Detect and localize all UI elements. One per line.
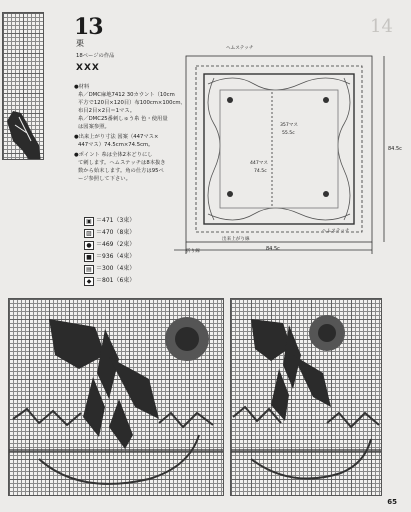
dim-total-bottom: 84.5c bbox=[266, 246, 280, 252]
legend-swatch: ■ bbox=[84, 253, 94, 262]
stitch-mark: XXX bbox=[76, 63, 100, 73]
chestnut-motif-left bbox=[9, 299, 223, 495]
ghost-number: 14 bbox=[370, 16, 393, 37]
pattern-subtitle: 18ページの作品 bbox=[76, 53, 115, 59]
chestnut-motif-right bbox=[231, 299, 381, 495]
label-hemstitch-top: ヘムステッチ bbox=[226, 46, 254, 51]
page-number: 65 bbox=[387, 498, 397, 506]
pattern-title: 栗 bbox=[76, 39, 84, 48]
finished-heading: ●出来上がり寸法 図案（447マス× bbox=[74, 134, 159, 140]
dim-outer-count: 447マス bbox=[250, 161, 268, 166]
label-cut-line: 折り線 bbox=[186, 249, 200, 254]
legend-row bbox=[84, 228, 135, 238]
dim-inner: 55.5c bbox=[282, 131, 295, 136]
legend-swatch: ▨ bbox=[84, 229, 94, 238]
label-fold-line: 出来上がり線 bbox=[222, 237, 250, 242]
legend-swatch: ◆ bbox=[84, 277, 94, 286]
leaf-motif-top-left bbox=[3, 13, 43, 159]
legend-code: ＝801（6束） bbox=[96, 277, 136, 284]
materials-line: は図案参照。 bbox=[78, 124, 110, 130]
point-line: 数から始末します。角の仕方は95ペ bbox=[78, 168, 164, 174]
legend-code: ＝470（8束） bbox=[96, 229, 136, 236]
dim-total-right: 84.5c bbox=[388, 146, 402, 152]
chart-grid-bottom-right bbox=[230, 298, 382, 496]
point-line: ージ参照して下さい。 bbox=[78, 176, 131, 182]
pattern-number: 13 bbox=[74, 14, 103, 40]
point-heading: ●ポイント 糸は全体2本どりにし bbox=[74, 152, 153, 158]
legend-row bbox=[84, 264, 135, 274]
legend-row bbox=[84, 216, 135, 226]
materials-line: 糸／DMC麻地7412 30カウント（10cm bbox=[78, 92, 175, 98]
legend-swatch: ● bbox=[84, 241, 94, 250]
legend-swatch: ▣ bbox=[84, 217, 94, 226]
materials-line: 糸／DMC25番刺しゅう糸 色・使用量 bbox=[78, 116, 168, 122]
finished-line: 447マス）74.5cm×74.5cm。 bbox=[78, 142, 154, 148]
materials-heading: ●材料 bbox=[74, 84, 90, 90]
materials-line: 平方で120目×120目）布100cm×100cm、 bbox=[78, 100, 186, 106]
layout-diagram bbox=[174, 44, 398, 258]
point-line: て刺します。ヘムステッチは8本抜き bbox=[78, 160, 166, 166]
materials-line: 布目2目×2目＝1マス。 bbox=[78, 108, 136, 114]
chart-grid-top-left bbox=[2, 12, 44, 160]
legend-code: ＝471（3束） bbox=[96, 217, 136, 224]
legend-code: ＝300（4束） bbox=[96, 265, 136, 272]
legend-swatch: ▤ bbox=[84, 265, 94, 274]
dim-outer: 74.5c bbox=[254, 169, 267, 174]
chart-grid-bottom-left bbox=[8, 298, 224, 496]
dim-inner-count: 357マス bbox=[280, 123, 298, 128]
legend-row bbox=[84, 276, 135, 286]
legend-code: ＝469（2束） bbox=[96, 241, 136, 248]
legend-row bbox=[84, 252, 135, 262]
legend-row bbox=[84, 240, 135, 250]
legend-code: ＝936（4束） bbox=[96, 253, 136, 260]
label-hemstitch-bottom: ヘムステッチ bbox=[322, 229, 350, 234]
